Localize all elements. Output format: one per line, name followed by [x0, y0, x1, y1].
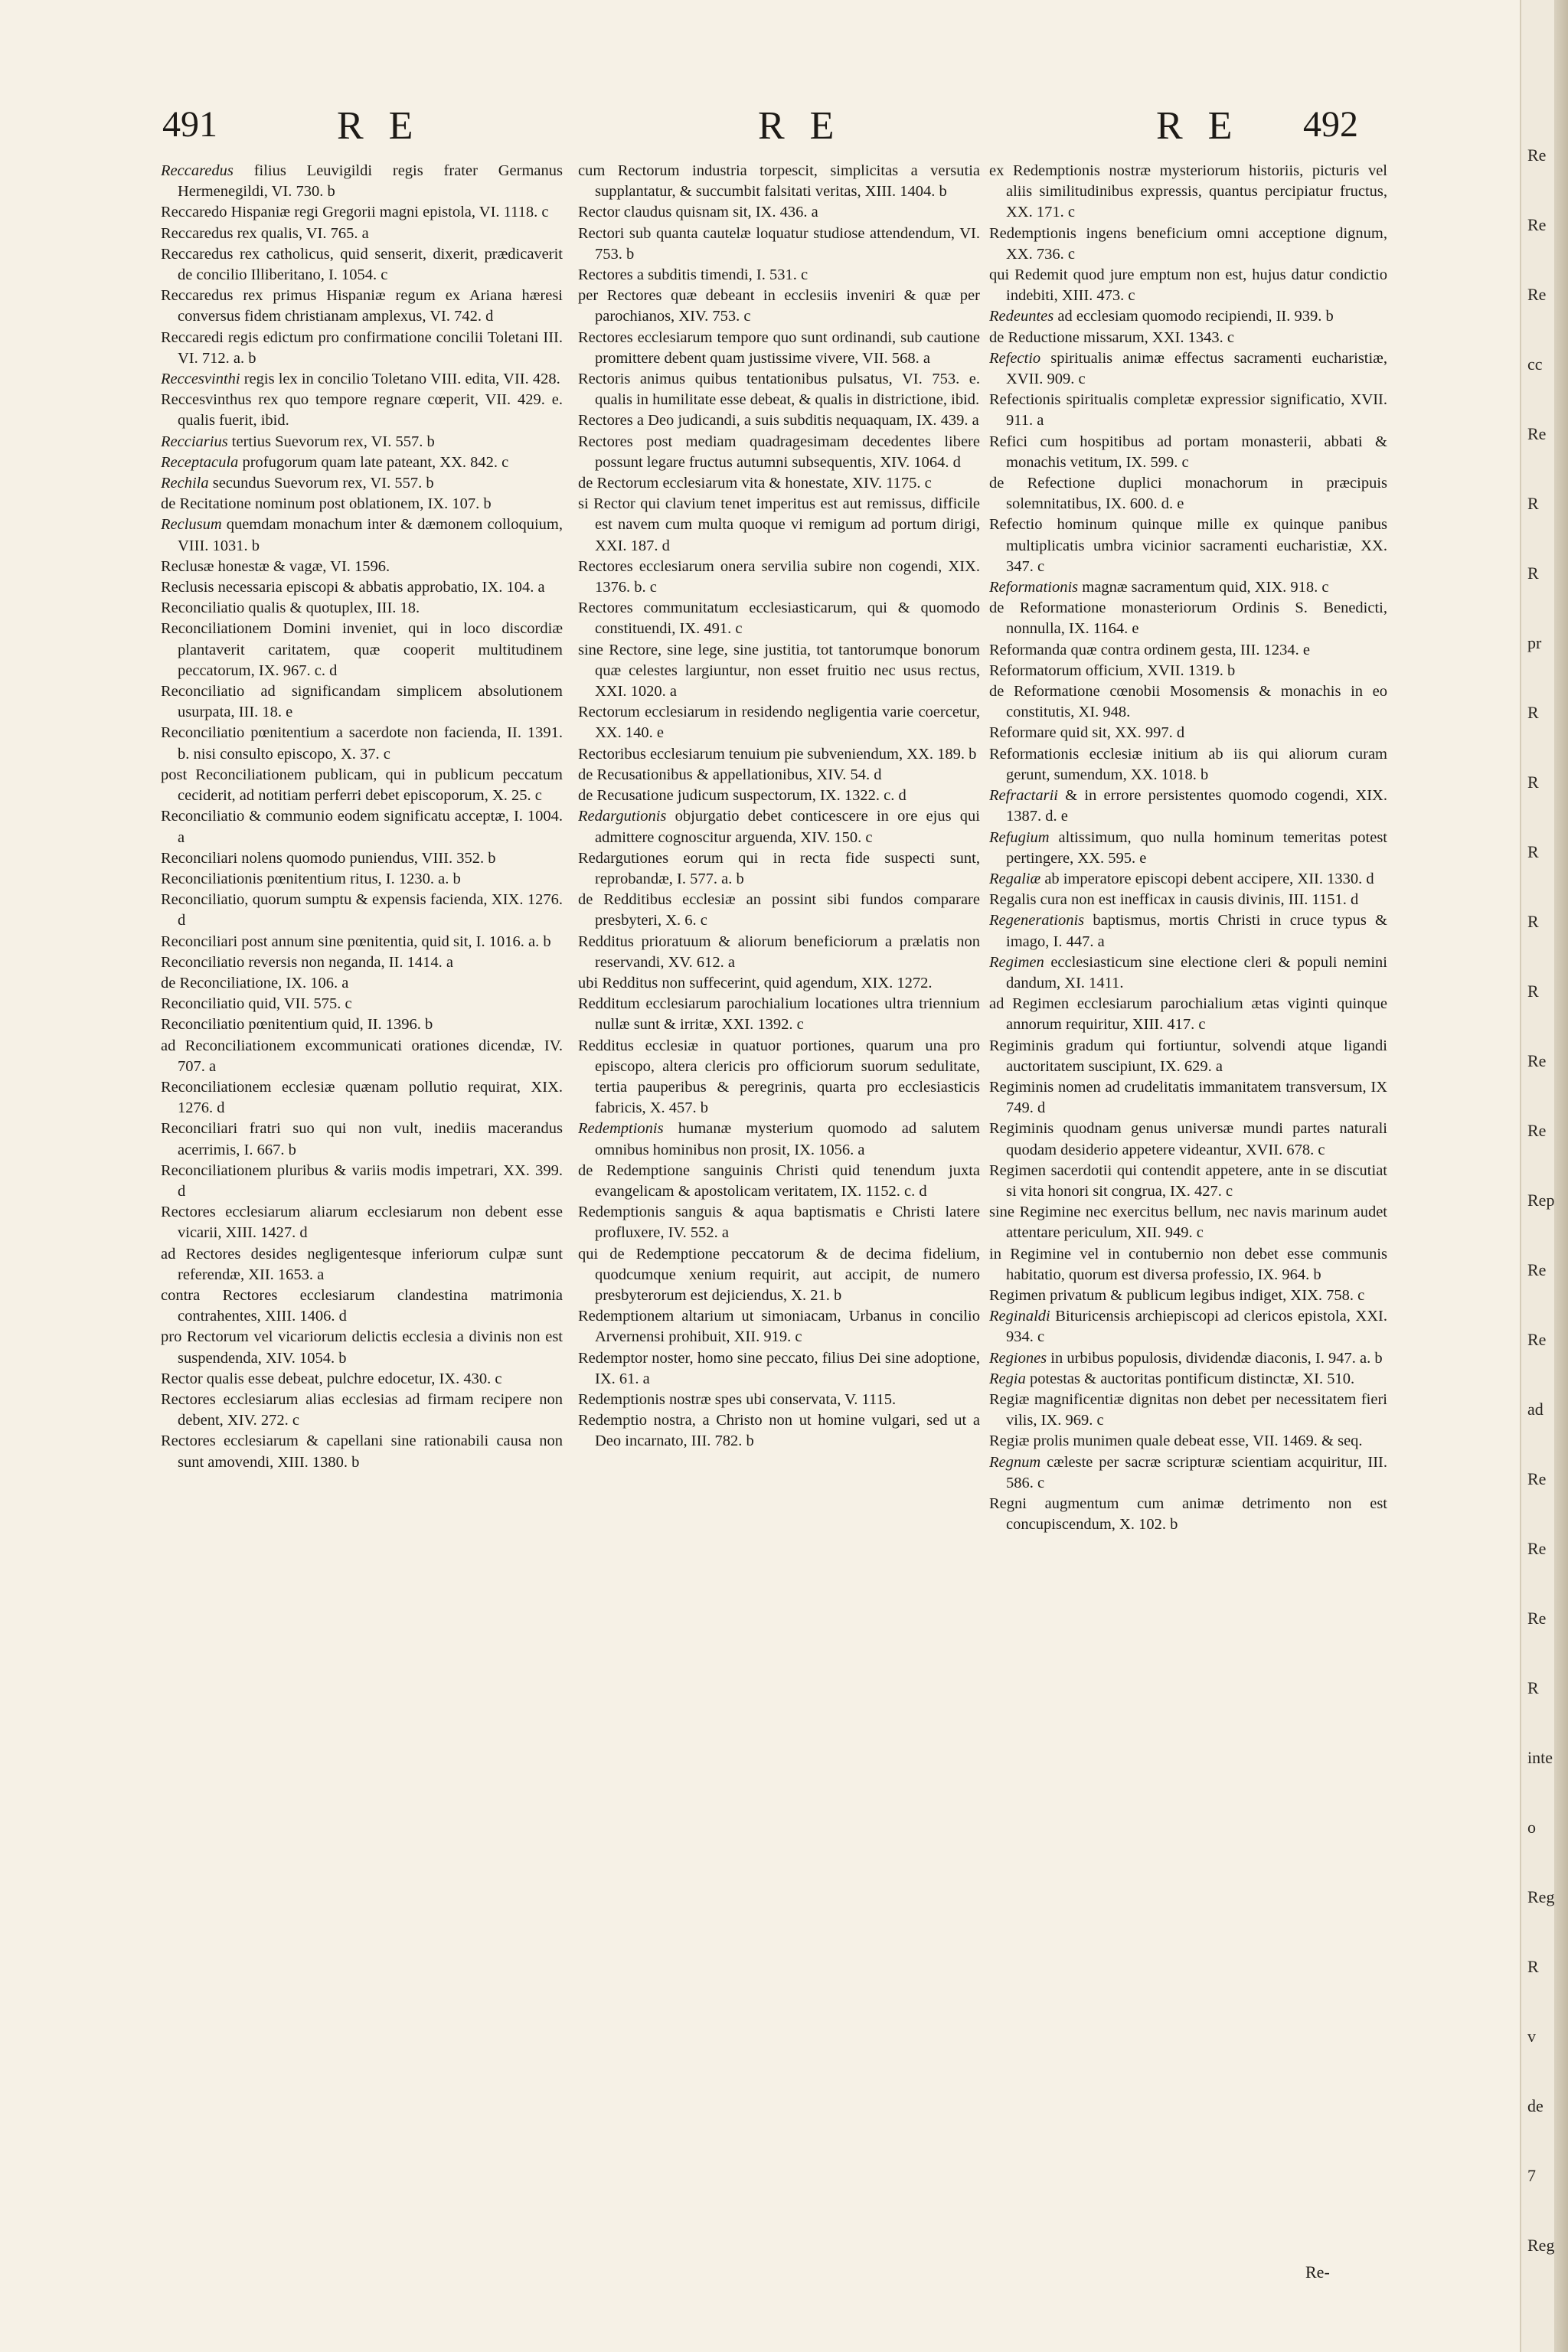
index-entry — [578, 473, 980, 494]
index-entry — [161, 514, 563, 556]
index-entry-text: Rectores a subditis timendi, I. 531. c — [578, 266, 808, 284]
margin-fragment: R — [1527, 842, 1539, 861]
index-entry-text: de Recusatione judicum suspectorum, IX. 1322. c. d — [578, 787, 906, 805]
margin-fragment: Re — [1527, 285, 1547, 304]
index-entry — [989, 681, 1387, 723]
margin-fragment: Re — [1527, 1609, 1547, 1628]
margin-fragment: R — [1527, 1678, 1539, 1697]
page-edge-shadow — [1554, 0, 1568, 2352]
index-entry — [989, 1244, 1387, 1285]
index-entry-text: Regiminis quodnam genus universæ mundi partes naturali quodam desiderio appetere videantur, XVII. 678. c — [989, 1120, 1387, 1158]
index-entry-text: Redargutiones eorum qui in recta fide suspecti sunt, reprobandæ, I. 577. a. b — [578, 849, 980, 887]
index-entry — [578, 702, 980, 743]
index-entry — [989, 1285, 1387, 1306]
index-entry — [989, 1306, 1387, 1348]
index-entry-text: Rector claudus quisnam sit, IX. 436. a — [578, 204, 818, 221]
index-entry-text: per Rectores quæ debeant in ecclesiis inveniri & quæ per parochianos, XIV. 753. c — [578, 287, 980, 325]
index-entry — [989, 306, 1387, 327]
right-page-number: 492 — [1303, 104, 1358, 145]
index-entry — [161, 1369, 563, 1390]
margin-fragment: Re — [1527, 1469, 1547, 1488]
index-entry — [578, 202, 980, 223]
index-entry — [578, 765, 980, 786]
index-entry — [578, 410, 980, 431]
index-column-middle — [578, 161, 980, 2305]
index-entry-text: de Redditibus ecclesiæ an possint sibi fundos comparare presbyteri, X. 6. c — [578, 891, 980, 929]
index-entry — [578, 286, 980, 327]
index-entry-text: potestas & auctoritas pontificum distinctæ, XI. 510. — [1025, 1370, 1355, 1387]
index-entry — [578, 890, 980, 931]
margin-fragment: Rep — [1527, 1191, 1555, 1210]
index-entry-text: Redemptionem altarium ut simoniacam, Urbanus in concilio Arvernensi prohibuit, XII. 919. c — [578, 1308, 980, 1346]
margin-fragment: R — [1527, 1957, 1539, 1976]
index-entry-text: quemdam monachum inter & dæmonem colloquium, VIII. 1031. b — [178, 516, 563, 554]
index-entry-text: Rector qualis esse debeat, pulchre edocetur, IX. 430. c — [161, 1370, 502, 1387]
index-entry — [161, 494, 563, 514]
index-entry-text: contra Rectores ecclesiarum clandestina matrimonia contrahentes, XIII. 1406. d — [161, 1286, 563, 1325]
index-entry-text: in Regimine vel in contubernio non debet esse communis habitatio, quorum est diversa professio, IX. 964. b — [989, 1245, 1387, 1283]
index-entry — [161, 806, 563, 848]
index-entry — [578, 806, 980, 848]
index-entry-headword: Reccesvinthi — [161, 371, 240, 388]
index-entry — [161, 390, 563, 431]
index-entry-text: Refici cum hospitibus ad portam monasterii, abbati & monachis vetitum, IX. 599. c — [989, 433, 1387, 471]
index-entry-headword: Regia — [989, 1370, 1026, 1387]
index-entry-text: Regimen sacerdotii qui contendit appetere, ante in se discutiat si vita honori sit congrua, IX. 427. c — [989, 1161, 1387, 1200]
index-entry-text: Reformatorum officium, XVII. 1319. b — [989, 662, 1236, 679]
index-entry — [989, 994, 1387, 1035]
index-entry-text: de Redemptione sanguinis Christi quid tenendum juxta evangelicam & apostolicam veritatem, IX. 1152. c. d — [578, 1161, 980, 1200]
margin-fragment: R — [1527, 494, 1539, 513]
index-entry — [989, 1369, 1387, 1390]
index-entry — [161, 1327, 563, 1368]
adjacent-page-margin — [1520, 0, 1556, 2352]
index-entry-text: Reconciliatio reversis non neganda, II. 1414. a — [161, 953, 453, 971]
index-entry — [578, 932, 980, 973]
index-entry-text: cum Rectorum industria torpescit, simplicitas a versutia supplantatur, & succumbit falsitati veritas, XIII. 1404. b — [578, 162, 980, 201]
margin-fragment: Reg — [1527, 1887, 1555, 1906]
index-entry — [989, 661, 1387, 681]
index-entry — [989, 640, 1387, 661]
index-entry-text: regis lex in concilio Toletano VIII. edita, VII. 428. — [240, 371, 560, 388]
index-entry — [989, 1390, 1387, 1431]
catchword: Re- — [1305, 2262, 1330, 2282]
index-entry — [161, 681, 563, 723]
index-entry — [989, 828, 1387, 869]
index-entry — [578, 369, 980, 410]
index-entry — [989, 1161, 1387, 1202]
index-entry-text: si Rector qui clavium tenet imperitus est aut remissus, difficile est navem cum multa quoque vi remigum ad portum dirigi, XXI. 187. d — [578, 495, 980, 554]
index-entry-text: qui de Redemptione peccatorum & de decima fidelium, quodcumque xenium requirit, aut accipit, de numero presbyterorum est dejiciendus, X. 21. b — [578, 1245, 980, 1304]
index-entry — [161, 286, 563, 327]
index-entry-text: Reconciliationis pœnitentium ritus, I. 1230. a. b — [161, 870, 461, 887]
index-entry — [161, 1431, 563, 1472]
index-entry-headword: Regnum — [989, 1453, 1041, 1471]
index-entry — [578, 494, 980, 557]
index-entry-text: Redemptionis ingens beneficium omni acceptione dignum, XX. 736. c — [989, 224, 1387, 263]
index-entry — [578, 598, 980, 639]
index-entry-headword: Recciarius — [161, 433, 228, 450]
index-entry-text: de Rectorum ecclesiarum vita & honestate, XIV. 1175. c — [578, 475, 932, 492]
index-entry-text: profugorum quam late pateant, XX. 842. c — [238, 453, 509, 471]
index-column-right — [989, 161, 1387, 2305]
index-entry-text: Reclusæ honestæ & vagæ, VI. 1596. — [161, 557, 390, 575]
index-entry-text: Redemptionis sanguis & aqua baptismatis e Christi latere profluxere, IV. 552. a — [578, 1204, 980, 1242]
index-entry — [161, 369, 563, 390]
index-entry — [161, 598, 563, 619]
margin-fragment: inte — [1527, 1748, 1553, 1767]
margin-fragment: Re — [1527, 424, 1547, 443]
index-entry-text: baptismus, mortis Christi in cruce typus & imago, I. 447. a — [1006, 912, 1387, 950]
index-entry — [989, 328, 1387, 348]
margin-fragment: 7 — [1527, 2166, 1536, 2185]
index-entry-headword: Refugium — [989, 828, 1050, 846]
index-entry — [989, 744, 1387, 786]
index-entry — [161, 577, 563, 598]
index-entry — [989, 1431, 1387, 1452]
margin-fragment: Re — [1527, 145, 1547, 165]
index-entry — [989, 890, 1387, 910]
index-entry — [161, 202, 563, 223]
index-entry-text: de Reconciliatione, IX. 106. a — [161, 974, 349, 991]
index-entry — [578, 1306, 980, 1348]
margin-fragment: Re — [1527, 1330, 1547, 1349]
margin-fragment: R — [1527, 912, 1539, 931]
index-entry-text: ad Rectores desides negligentesque inferiorum culpæ sunt referendæ, XII. 1653. a — [161, 1245, 563, 1283]
index-entry-text: Rectoris animus quibus tentationibus pulsatus, VI. 753. e. qualis in humilitate esse debeat, & qualis in districtione, ibid. — [578, 371, 980, 409]
index-entry-text: & in errore persistentes quomodo cogendi, XIX. 1387. d. e — [1006, 787, 1387, 825]
index-entry — [989, 1036, 1387, 1077]
index-entry-text: Reconciliatio qualis & quotuplex, III. 18. — [161, 599, 420, 617]
index-entry-text: Rectores a Deo judicandi, a suis subditis nequaquam, IX. 439. a — [578, 412, 979, 430]
index-entry-text: ad Reconciliationem excommunicati orationes dicendæ, IV. 707. a — [161, 1037, 563, 1075]
margin-fragment: Re — [1527, 1539, 1547, 1558]
index-entry-text: Redemptor noster, homo sine peccato, filius Dei sine adoptione, IX. 61. a — [578, 1349, 980, 1387]
index-entry-text: de Reformatione cœnobii Mosomensis & monachis in eo constitutis, XI. 948. — [989, 683, 1387, 721]
index-entry — [161, 1119, 563, 1160]
index-entry-headword: Refractarii — [989, 787, 1058, 805]
index-entry — [578, 557, 980, 598]
index-entry — [578, 744, 980, 765]
index-entry — [161, 557, 563, 577]
index-entry — [989, 1119, 1387, 1160]
index-entry-text: Reconciliatio pœnitentium quid, II. 1396. b — [161, 1016, 433, 1034]
index-entry-text: pro Rectorum vel vicariorum delictis ecclesia a divinis non est suspendenda, XIV. 1054. b — [161, 1328, 563, 1367]
center-running-head: R E — [758, 104, 842, 148]
left-page-number: 491 — [162, 104, 217, 145]
index-entry-text: Regalis cura non est inefficax in causis divinis, III. 1151. d — [989, 891, 1359, 909]
index-entry-text: Reccaredus rex primus Hispaniæ regum ex Ariana hæresi conversus fidem christianam amplexus, VI. 742. d — [161, 287, 563, 325]
index-entry — [989, 1494, 1387, 1535]
index-entry-text: magnæ sacramentum quid, XIX. 918. c — [1078, 579, 1329, 596]
index-entry — [161, 473, 563, 494]
index-entry-text: de Recusationibus & appellationibus, XIV. 54. d — [578, 766, 882, 783]
index-entry-text: Rectores ecclesiarum tempore quo sunt ordinandi, sub cautione promittere debent quam justissime vivere, VII. 568. a — [578, 328, 980, 367]
index-entry-text: post Reconciliationem publicam, qui in publicum peccatum ceciderit, ad notitiam perferri debet episcoporum, X. 25. c — [161, 766, 563, 805]
index-entry — [161, 1390, 563, 1431]
index-entry-text: Reconciliationem ecclesiæ quænam pollutio requirat, XIX. 1276. d — [161, 1078, 563, 1117]
margin-fragment: R — [1527, 982, 1539, 1001]
index-entry — [161, 932, 563, 952]
index-entry-text: Regiæ magnificentiæ dignitas non debet per necessitatem fieri vilis, IX. 969. c — [989, 1390, 1387, 1429]
margin-fragment: Reg — [1527, 2236, 1555, 2255]
index-entry — [161, 952, 563, 973]
index-entry-headword: Reccaredus — [161, 162, 234, 179]
index-entry-text: ex Redemptionis nostræ mysteriorum historiis, picturis vel aliis similitudinibus expressis, quantus percipiatur fructus, XX. 171. c — [989, 162, 1387, 221]
index-entry — [578, 432, 980, 473]
index-entry — [161, 890, 563, 931]
index-entry-text: Regiminis gradum qui fortiuntur, solvendi atque ligandi auctoritatem suscipiunt, IX. 629. a — [989, 1037, 1387, 1075]
index-entry — [161, 1036, 563, 1077]
index-entry-text: ab imperatore episcopi debent accipere, XII. 1330. d — [1040, 870, 1374, 887]
index-entry-headword: Rechila — [161, 475, 209, 492]
index-entry — [578, 1036, 980, 1119]
index-entry-text: Redditus prioratuum & aliorum beneficiorum a prælatis non reservandi, XV. 612. a — [578, 933, 980, 971]
index-entry — [989, 161, 1387, 224]
index-entry-text: Rectori sub quanta cautelæ loquatur studiose attendendum, VI. 753. b — [578, 224, 980, 263]
margin-fragment: Re — [1527, 1260, 1547, 1279]
index-entry — [989, 224, 1387, 265]
index-entry — [989, 1348, 1387, 1369]
index-entry-text: Rectores post mediam quadragesimam decedentes libere possunt legare fructus autumni subsequentis, XIV. 1064. d — [578, 433, 980, 471]
index-entry — [989, 598, 1387, 639]
index-entry — [578, 994, 980, 1035]
index-entry-headword: Reformationis — [989, 579, 1079, 596]
index-entry — [578, 1202, 980, 1243]
index-entry — [161, 1202, 563, 1243]
index-entry — [989, 910, 1387, 952]
index-entry-text: Reclusis necessaria episcopi & abbatis approbatio, IX. 104. a — [161, 579, 545, 596]
index-entry — [161, 1244, 563, 1285]
index-entry-text: qui Redemit quod jure emptum non est, hujus datur condictio indebiti, XIII. 473. c — [989, 266, 1387, 305]
index-entry-text: Reconciliatio pœnitentium a sacerdote non facienda, II. 1391. b. nisi consulto episcopo, X. 37. c — [161, 724, 563, 763]
index-entry — [161, 1014, 563, 1035]
index-entry-text: ecclesiasticum sine electione cleri & populi nemini dandum, XI. 1411. — [1006, 953, 1387, 991]
index-entry-text: Reconciliatio quid, VII. 575. c — [161, 995, 352, 1013]
index-entry-text: de Reductione missarum, XXI. 1343. c — [989, 328, 1234, 346]
index-entry — [578, 1390, 980, 1410]
margin-fragment: cc — [1527, 354, 1543, 374]
index-entry-text: sine Rectore, sine lege, sine justitia, tot tantorumque bonorum quæ celestes largiuntur, non esset fruitio nec usus rectus, XXI. 1020. a — [578, 641, 980, 701]
index-entry-headword: Reclusum — [161, 516, 222, 534]
index-entry — [578, 328, 980, 369]
index-entry-text: Reccesvinthus rex quo tempore regnare cœperit, VII. 429. e. qualis fuerit, ibid. — [161, 391, 563, 430]
index-entry-text: de Recitatione nominum post oblationem, IX. 107. b — [161, 495, 492, 513]
index-entry — [989, 514, 1387, 577]
index-entry-text: sine Regimine nec exercitus bellum, nec navis marinum audet attentare periculum, XII. 949. c — [989, 1204, 1387, 1242]
index-entry-text: in urbibus populosis, dividendæ diaconis, I. 947. a. b — [1047, 1349, 1383, 1367]
index-entry-text: de Reformatione monasteriorum Ordinis S. Benedicti, nonnulla, IX. 1164. e — [989, 599, 1387, 638]
index-entry-text: Reformanda quæ contra ordinem gesta, III. 1234. e — [989, 641, 1310, 658]
index-entry — [578, 265, 980, 286]
index-entry — [161, 328, 563, 369]
index-entry-text: spiritualis animæ effectus sacramenti eucharistiæ, XVII. 909. c — [1006, 349, 1387, 388]
margin-fragment: Re — [1527, 1051, 1547, 1070]
index-entry — [161, 1285, 563, 1327]
index-entry — [989, 1202, 1387, 1243]
index-entry-text: Reconciliari nolens quomodo puniendus, VIII. 352. b — [161, 849, 496, 867]
index-entry — [161, 1077, 563, 1119]
index-entry — [578, 1119, 980, 1160]
index-entry-text: Reccaredus rex qualis, VI. 765. a — [161, 224, 369, 242]
index-entry-text: Reconciliatio ad significandam simplicem absolutionem usurpata, III. 18. e — [161, 683, 563, 721]
index-entry-text: Reconciliationem pluribus & variis modis impetrari, XX. 399. d — [161, 1161, 563, 1200]
margin-fragment: ad — [1527, 1400, 1544, 1419]
margin-fragment: R — [1527, 703, 1539, 722]
index-entry-text: Rectoribus ecclesiarum tenuium pie subveniendum, XX. 189. b — [578, 745, 977, 763]
margin-fragment: o — [1527, 1818, 1536, 1837]
index-entry-text: Reconciliationem Domini inveniet, qui in loco discordiæ plantaverit caritatem, quæ cooperit multitudinem peccatorum, IX. 967. c. d — [161, 620, 563, 679]
index-entry — [161, 432, 563, 452]
index-entry-headword: Regenerationis — [989, 912, 1085, 929]
right-running-head: R E — [1156, 104, 1240, 148]
index-entry-text: Regiæ prolis munimen quale debeat esse, VII. 1469. & seq. — [989, 1432, 1363, 1450]
margin-fragment: v — [1527, 2027, 1536, 2046]
index-entry-text: Regni augmentum cum animæ detrimento non est concupiscendum, X. 102. b — [989, 1495, 1387, 1534]
index-entry — [578, 1244, 980, 1307]
index-entry-text: Reconciliatio & communio eodem significatu acceptæ, I. 1004. a — [161, 808, 563, 846]
index-entry-text: ad Regimen ecclesiarum parochialium ætas viginti quinque annorum requiritur, XIII. 417. c — [989, 995, 1387, 1034]
index-entry-text: filius Leuvigildi regis frater Germanus Hermenegildi, VI. 730. b — [178, 162, 563, 201]
index-entry-headword: Redemptionis — [578, 1120, 664, 1138]
index-entry — [578, 848, 980, 890]
index-entry-text: Redemptio nostra, a Christo non ut homine vulgari, sed ut a Deo incarnato, III. 782. b — [578, 1412, 980, 1450]
index-entry — [578, 1348, 980, 1390]
index-entry-text: Regiminis nomen ad crudelitatis immanitatem transversum, IX 749. d — [989, 1078, 1387, 1117]
index-entry-text: Rectores ecclesiarum aliarum ecclesiarum non debent esse vicarii, XIII. 1427. d — [161, 1204, 563, 1242]
index-entry-text: Reconciliari fratri suo qui non vult, inediis macerandus acerrimis, I. 667. b — [161, 1120, 563, 1158]
index-entry-text: Reccaredi regis edictum pro confirmatione concilii Toletani III. VI. 712. a. b — [161, 328, 563, 367]
index-entry — [161, 869, 563, 890]
index-entry — [578, 640, 980, 703]
index-entry-headword: Refectio — [989, 349, 1041, 367]
index-entry-text: Bituricensis archiepiscopi ad clericos epistola, XXI. 934. c — [1006, 1308, 1387, 1346]
margin-fragment: pr — [1527, 633, 1542, 652]
index-entry-text: ubi Redditus non suffecerint, quid agendum, XIX. 1272. — [578, 974, 933, 991]
margin-fragment: R — [1527, 773, 1539, 792]
index-entry-headword: Redargutionis — [578, 808, 667, 825]
index-entry — [161, 452, 563, 473]
left-running-head: R E — [337, 104, 421, 148]
index-entry-text: Rectores ecclesiarum & capellani sine rationabili causa non sunt amovendi, XIII. 1380. b — [161, 1432, 563, 1471]
index-entry — [161, 1161, 563, 1202]
index-entry-text: Redemptionis nostræ spes ubi conservata, V. 1115. — [578, 1390, 897, 1408]
index-entry — [578, 161, 980, 202]
index-entry — [161, 765, 563, 806]
index-entry-text: ad ecclesiam quomodo recipiendi, II. 939. b — [1054, 308, 1334, 325]
index-entry-text: Redditum ecclesiarum parochialium locationes ultra triennium nullæ sunt & irritæ, XXI. 1392. c — [578, 995, 980, 1034]
index-entry-text: cæleste per sacræ scripturæ scientiam acquiritur, III. 586. c — [1006, 1453, 1387, 1491]
margin-fragment: de — [1527, 2096, 1544, 2115]
index-entry-text: Reccaredus rex catholicus, quid senserit, dixerit, prædicaverit de concilio Illiberitano, I. 1054. c — [161, 245, 563, 284]
margin-fragment: R — [1527, 564, 1539, 583]
margin-fragment: Re — [1527, 1121, 1547, 1140]
index-entry — [161, 619, 563, 681]
index-entry-headword: Regaliæ — [989, 870, 1041, 887]
index-entry-text: altissimum, quo nulla hominum temeritas potest pertingere, XX. 595. e — [1006, 828, 1387, 867]
index-entry — [161, 973, 563, 994]
index-entry — [989, 390, 1387, 431]
index-entry-text: Rectores ecclesiarum onera servilia subire non cogendi, XIX. 1376. b. c — [578, 557, 980, 596]
running-header — [0, 103, 1520, 157]
index-entry — [989, 265, 1387, 306]
index-entry — [989, 348, 1387, 390]
index-entry-text: Reconciliari post annum sine pœnitentia, quid sit, I. 1016. a. b — [161, 933, 551, 950]
index-entry-text: secundus Suevorum rex, VI. 557. b — [208, 475, 434, 492]
index-entry-text: Rectores communitatum ecclesiasticarum, qui & quomodo constituendi, IX. 491. c — [578, 599, 980, 638]
index-entry — [989, 869, 1387, 890]
index-entry-text: Regimen privatum & publicum legibus indiget, XIX. 758. c — [989, 1286, 1365, 1304]
index-entry — [989, 1077, 1387, 1119]
index-entry-text: Rectorum ecclesiarum in residendo negligentia varie coercetur, XX. 140. e — [578, 704, 980, 742]
index-entry-text: Reformationis ecclesiæ initium ab iis qui aliorum curam gerunt, sumendum, XX. 1018. b — [989, 745, 1387, 783]
index-entry — [578, 1161, 980, 1202]
index-entry-headword: Reginaldi — [989, 1308, 1050, 1325]
index-entry-text: Reformare quid sit, XX. 997. d — [989, 724, 1185, 742]
index-entry — [161, 994, 563, 1014]
index-entry — [989, 577, 1387, 598]
index-entry — [989, 952, 1387, 994]
index-entry — [578, 1410, 980, 1452]
index-entry — [161, 244, 563, 286]
index-column-left — [161, 161, 563, 2305]
index-entry-headword: Regimen — [989, 953, 1044, 971]
index-entry — [161, 161, 563, 202]
index-entry-text: tertius Suevorum rex, VI. 557. b — [227, 433, 435, 450]
index-entry — [161, 848, 563, 869]
index-entry-text: Reconciliatio, quorum sumptu & expensis facienda, XIX. 1276. d — [161, 891, 563, 929]
index-entry — [161, 723, 563, 764]
index-entry-headword: Redeuntes — [989, 308, 1054, 325]
index-entry-text: humanæ mysterium quomodo ad salutem omnibus hominibus non prosit, IX. 1056. a — [595, 1120, 980, 1158]
index-entry — [989, 473, 1387, 514]
index-entry-text: Redditus ecclesiæ in quatuor portiones, quarum una pro episcopo, altera clericis pro officiorum suorum sedulitate, tertia pauperibus & peregrinis, quarta pro ecclesiasticis fabricis, X. 457. b — [578, 1037, 980, 1117]
index-entry — [989, 723, 1387, 743]
index-entry — [989, 432, 1387, 473]
index-entry-text: Rectores ecclesiarum alias ecclesias ad firmam recipere non debent, XIV. 272. c — [161, 1390, 563, 1429]
index-entry — [161, 224, 563, 244]
index-entry-text: objurgatio debet conticescere in ore ejus qui admittere cognoscitur arguenda, XIV. 150. c — [595, 808, 980, 846]
index-entry-text: Reccaredo Hispaniæ regi Gregorii magni epistola, VI. 1118. c — [161, 204, 549, 221]
index-entry-headword: Receptacula — [161, 453, 239, 471]
index-entry-text: Refectionis spiritualis completæ expressior significatio, XVII. 911. a — [989, 391, 1387, 430]
index-entry-headword: Regiones — [989, 1349, 1047, 1367]
margin-fragment: Re — [1527, 215, 1547, 234]
index-entry — [578, 224, 980, 265]
index-entry — [578, 973, 980, 994]
index-entry — [989, 786, 1387, 827]
index-entry-text: Refectio hominum quinque mille ex quinque panibus multiplicatis umbra vicinior sacramenti eucharistiæ, XX. 347. c — [989, 516, 1387, 575]
index-entry — [578, 786, 980, 806]
index-entry — [989, 1452, 1387, 1494]
index-entry-text: de Refectione duplici monachorum in præcipuis solemnitatibus, IX. 600. d. e — [989, 475, 1387, 513]
